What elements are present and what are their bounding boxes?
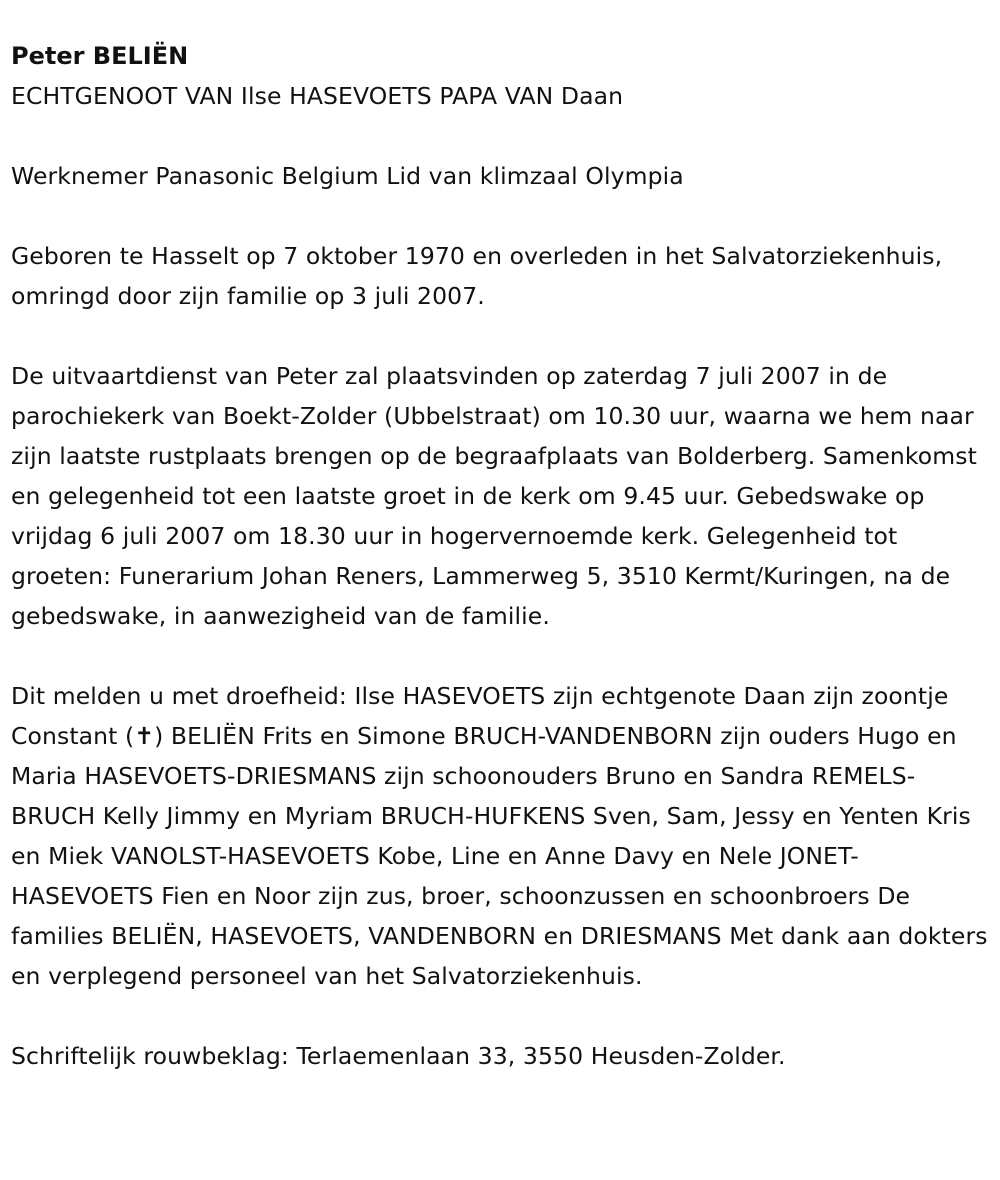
funeral-paragraph: De uitvaartdienst van Peter zal plaatsvinden op zaterdag 7 juli 2007 in de parochiekerk van Boekt-Zolder (Ubbelstraat) om 10.30 uur, waarna we hem naar zijn laatste rustplaats brengen op de begraafplaats van Bolderberg. Samenkomst en gelegenheid tot een laatste groet in de kerk om 9.45 uur. Gebedswake op vrijdag 6 juli 2007 om 18.30 uur in hogervernoemde kerk. Gelegenheid tot groeten: Funerarium Johan Reners, Lammerweg 5, 3510 Kermt/Kuringen, na de gebedswake, in aanwezigheid van de familie. [11,362,977,630]
birth-death-paragraph: Geboren te Hasselt op 7 oktober 1970 en overleden in het Salvatorziekenhuis, omringd door zijn familie op 3 juli 2007. [11,242,943,310]
condolences-line: Schriftelijk rouwbeklag: Terlaemenlaan 33, 3550 Heusden-Zolder. [11,1042,786,1070]
obituary-notice [11,36,996,1076]
occupation-line: Werknemer Panasonic Belgium Lid van klimzaal Olympia [11,162,684,190]
deceased-name: Peter BELIËN [11,42,189,70]
relation-line: ECHTGENOOT VAN Ilse HASEVOETS PAPA VAN Daan [11,82,624,110]
announcement-paragraph: Dit melden u met droefheid: Ilse HASEVOETS zijn echtgenote Daan zijn zoontje Constant (✝) BELIËN Frits en Simone BRUCH-VANDENBORN zijn ouders Hugo en Maria HASEVOETS-DRIESMANS zijn schoonouders Bruno en Sandra REMELS-BRUCH Kelly Jimmy en Myriam BRUCH-HUFKENS Sven, Sam, Jessy en Yenten Kris en Miek VANOLST-HASEVOETS Kobe, Line en Anne Davy en Nele JONET-HASEVOETS Fien en Noor zijn zus, broer, schoonzussen en schoonbroers De families BELIËN, HASEVOETS, VANDENBORN en DRIESMANS Met dank aan dokters en verplegend personeel van het Salvatorziekenhuis. [11,682,988,990]
